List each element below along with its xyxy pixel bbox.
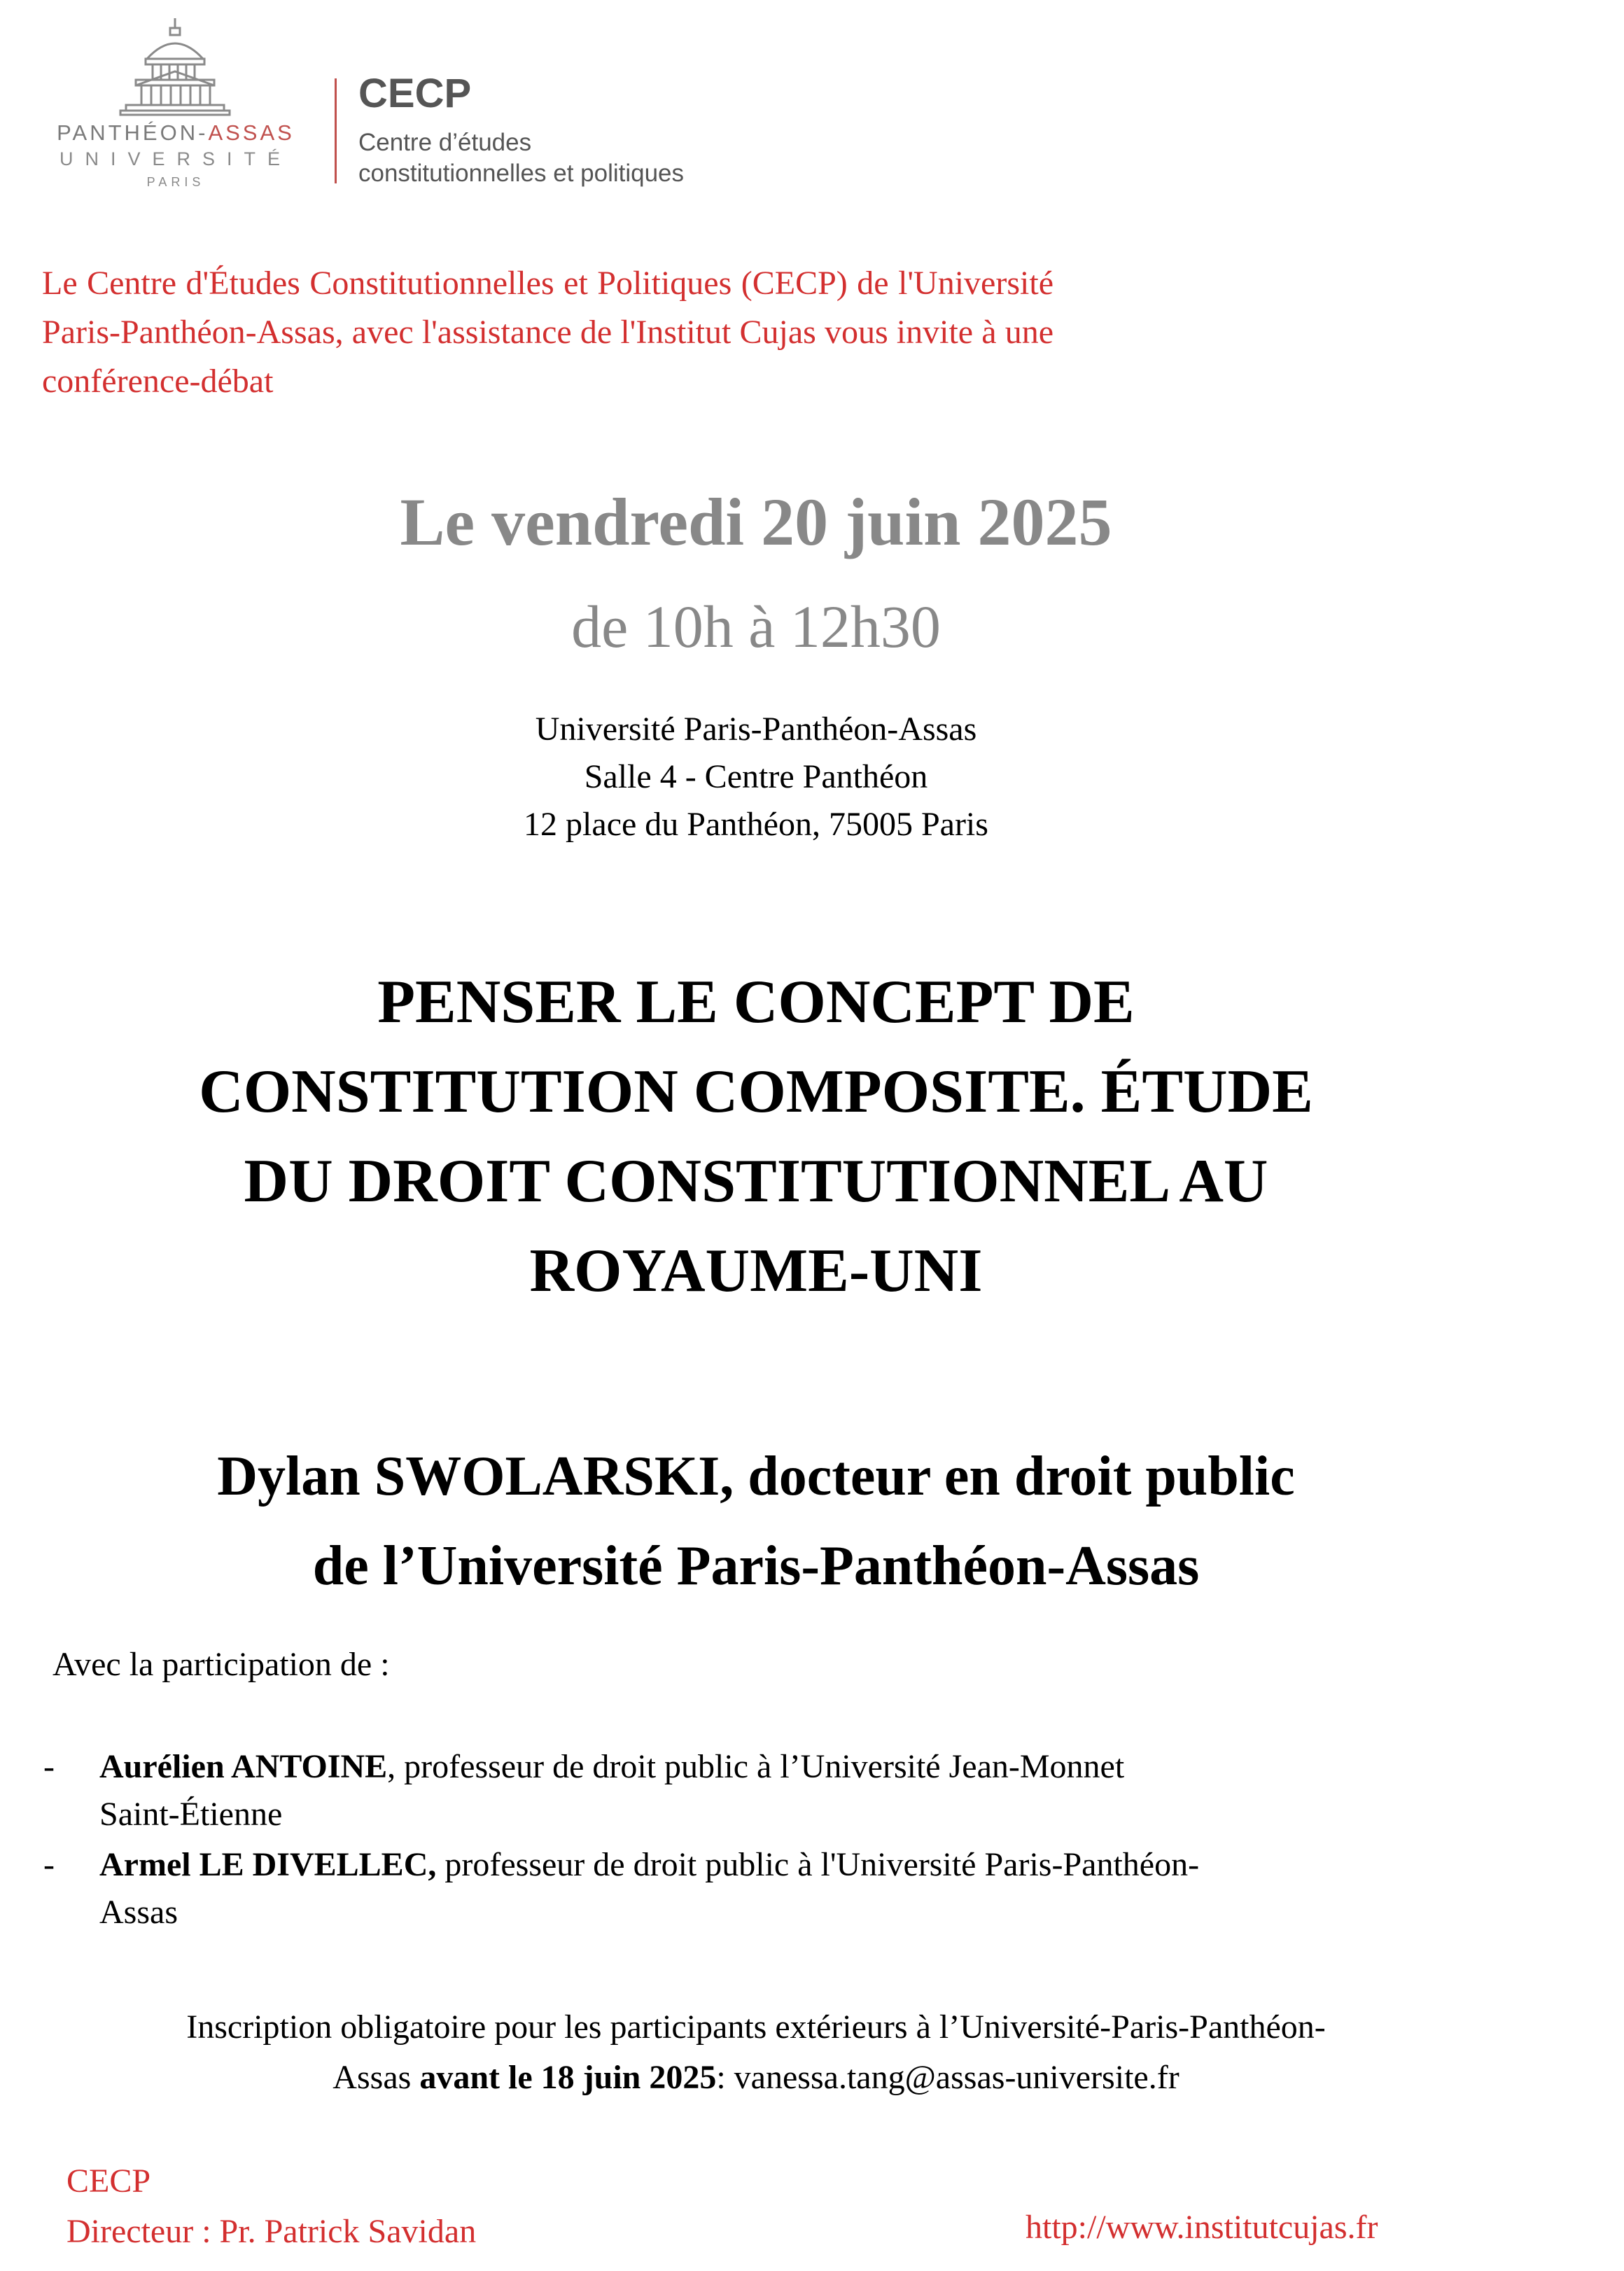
participant-name: Aurélien ANTOINE [99, 1748, 388, 1785]
title-line3: DU DROIT CONSTITUTIONNEL AU [244, 1147, 1268, 1215]
registration-email[interactable]: : vanessa.tang@assas-universite.fr [716, 2059, 1180, 2096]
university-name: PANTHÉON-ASSAS [57, 120, 295, 145]
participant-line [99, 1743, 1485, 1791]
university-city: PARIS [146, 175, 205, 189]
cecp-abbreviation: CECP [358, 71, 472, 116]
cecp-name-line1: Centre d’études [358, 129, 532, 156]
pantheon-dome-icon [42, 15, 308, 120]
venue-line1: Université Paris-Panthéon-Assas [535, 711, 977, 748]
footer-org: CECP [66, 2162, 151, 2200]
event-date: Le vendredi 20 juin 2025 [400, 484, 1112, 559]
university-label: UNIVERSITÉ [59, 148, 293, 169]
participation-intro: Avec la participation de : [52, 1646, 390, 1683]
event-time: de 10h à 12h30 [571, 593, 941, 660]
registration-line1: Inscription obligatoire pour les participants extérieurs à l’Université-Paris-Panthéon- [186, 2008, 1326, 2046]
registration-line2 [0, 2053, 1512, 2103]
title-line1: PENSER LE CONCEPT DE [377, 968, 1135, 1036]
event-venue [0, 706, 1512, 848]
title-line2: CONSTITUTION COMPOSITE. ÉTUDE [199, 1058, 1313, 1126]
list-dash: - [43, 1748, 55, 1785]
cecp-name-line2: constitutionnelles et politiques [358, 160, 685, 187]
list-item [43, 1743, 1485, 1838]
invitation-text: Le Centre d'Études Constitutionnelles et Politiques (CECP) de l'Université Paris-Panthéon-Assas, avec l'assistance de l'Institut Cujas vous invite à une conférence-débat [42, 265, 1054, 400]
participant-line [99, 1841, 1485, 1889]
speaker-line2: de l’Université Paris-Panthéon-Assas [312, 1535, 1200, 1597]
footer-director: Directeur : Pr. Patrick Savidan [66, 2213, 477, 2250]
participant-role-cont: Assas [99, 1894, 178, 1931]
participant-role-cont: Saint-Étienne [99, 1796, 283, 1833]
participant-list [43, 1743, 1485, 1939]
pantheon-assas-logo [42, 15, 308, 189]
speaker-line1: Dylan SWOLARSKI, docteur en droit public [217, 1446, 1295, 1507]
speaker [0, 1432, 1512, 1611]
venue-line3: 12 place du Panthéon, 75005 Paris [524, 806, 988, 843]
footer-contact [66, 2156, 476, 2257]
participant-name: Armel LE DIVELLEC, [99, 1846, 437, 1883]
conference-title [0, 958, 1512, 1316]
registration-info [0, 2002, 1512, 2103]
participant-role: , professeur de droit public à l’Université Jean-Monnet [387, 1748, 1125, 1785]
logo-divider [335, 78, 337, 183]
venue-line2: Salle 4 - Centre Panthéon [584, 758, 928, 795]
list-dash: - [43, 1846, 55, 1883]
participant-role: professeur de droit public à l'Université Paris-Panthéon- [436, 1846, 1200, 1883]
list-item [43, 1841, 1485, 1936]
cecp-full-name [358, 127, 684, 189]
registration-text: Assas [332, 2059, 420, 2096]
registration-deadline: avant le 18 juin 2025 [419, 2059, 717, 2096]
title-line4: ROYAUME-UNI [529, 1237, 983, 1305]
footer-url-link[interactable]: http://www.institutcujas.fr [1026, 2209, 1378, 2246]
